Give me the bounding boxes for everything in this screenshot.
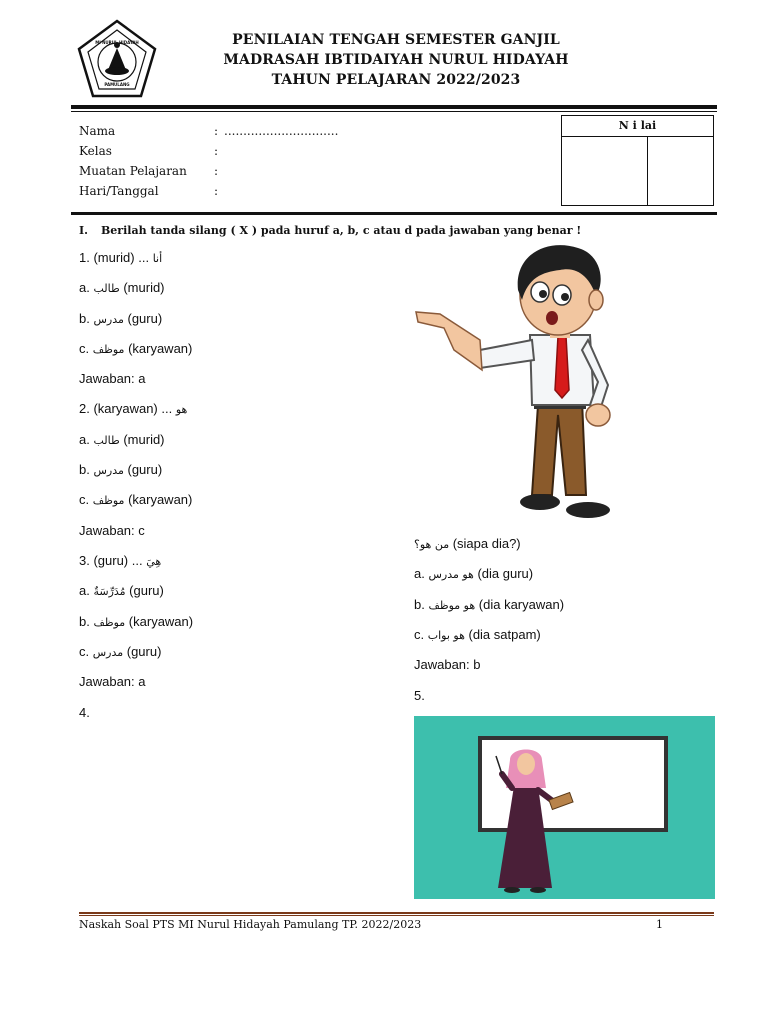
answer-option[interactable]: c. هو بواب (dia satpam) [414, 627, 541, 642]
field-label-hari: Hari/Tanggal [79, 184, 159, 198]
logo-text-top: MI NURUL HIDAYAH [95, 40, 139, 45]
answer-option[interactable]: c. موظف (karyawan) [79, 492, 193, 507]
answer-option[interactable]: b. موظف (karyawan) [79, 614, 194, 629]
header-divider [71, 105, 717, 109]
answer-option[interactable]: c. موظف (karyawan) [79, 341, 193, 356]
field-value-nama[interactable]: .............................. [224, 124, 339, 138]
score-cell-right[interactable] [648, 137, 713, 205]
answer-key: Jawaban: a [79, 674, 146, 689]
field-label-kelas: Kelas [79, 144, 112, 158]
footer-text: Naskah Soal PTS MI Nurul Hidayah Pamulang TP. 2022/2023 [79, 918, 422, 931]
field-label-muatan: Muatan Pelajaran [79, 164, 187, 178]
footer-divider [79, 912, 714, 914]
question-line: 4. [79, 705, 90, 720]
field-colon: : [214, 124, 219, 138]
question-line: 3. (guru) ... هِيَ [79, 553, 162, 568]
score-label: N i lai [618, 119, 657, 132]
score-cell-left[interactable] [562, 137, 648, 205]
header-title-1: PENILAIAN TENGAH SEMESTER GANJIL [232, 32, 560, 48]
score-box [561, 115, 714, 206]
teacher-illustration [414, 716, 715, 899]
section-instruction [79, 224, 581, 237]
footer-divider-thin [79, 915, 714, 916]
identity-divider [71, 212, 717, 215]
section-number: I. [79, 224, 88, 237]
answer-option[interactable]: b. مدرس (guru) [79, 462, 163, 477]
section-instruction-text: Berilah tanda silang ( X ) pada huruf a, b, c atau d pada jawaban yang benar ! [101, 224, 582, 237]
answer-option[interactable]: a. هو مدرس (dia guru) [414, 566, 534, 581]
header-title-2: MADRASAH IBTIDAIYAH NURUL HIDAYAH [223, 52, 569, 68]
field-colon: : [214, 164, 219, 178]
answer-key: Jawaban: a [79, 371, 146, 386]
boy-pointing-illustration [410, 240, 630, 525]
question-line: 5. [414, 688, 425, 703]
field-colon: : [214, 144, 219, 158]
answer-option[interactable]: b. مدرس (guru) [79, 311, 163, 326]
question-line: من هو؟ (siapa dia?) [414, 536, 521, 551]
field-label-nama: Nama [79, 124, 116, 138]
answer-key: Jawaban: c [79, 523, 145, 538]
header-title-3: TAHUN PELAJARAN 2022/2023 [271, 72, 521, 88]
answer-option[interactable]: a. طالب (murid) [79, 432, 165, 447]
answer-option[interactable]: a. مُدَرِّسَةٌ (guru) [79, 583, 164, 598]
header-divider-thin [71, 111, 717, 112]
field-colon: : [214, 184, 219, 198]
logo-text-bottom: PAMULANG [104, 82, 130, 87]
question-line: 1. (murid) ... أنا [79, 250, 163, 265]
question-line: 2. (karyawan) ... هو [79, 401, 188, 416]
answer-option[interactable]: a. طالب (murid) [79, 280, 165, 295]
page-number: 1 [656, 918, 663, 931]
answer-key: Jawaban: b [414, 657, 481, 672]
answer-option[interactable]: b. هو موظف (dia karyawan) [414, 597, 565, 612]
answer-option[interactable]: c. مدرس (guru) [79, 644, 162, 659]
